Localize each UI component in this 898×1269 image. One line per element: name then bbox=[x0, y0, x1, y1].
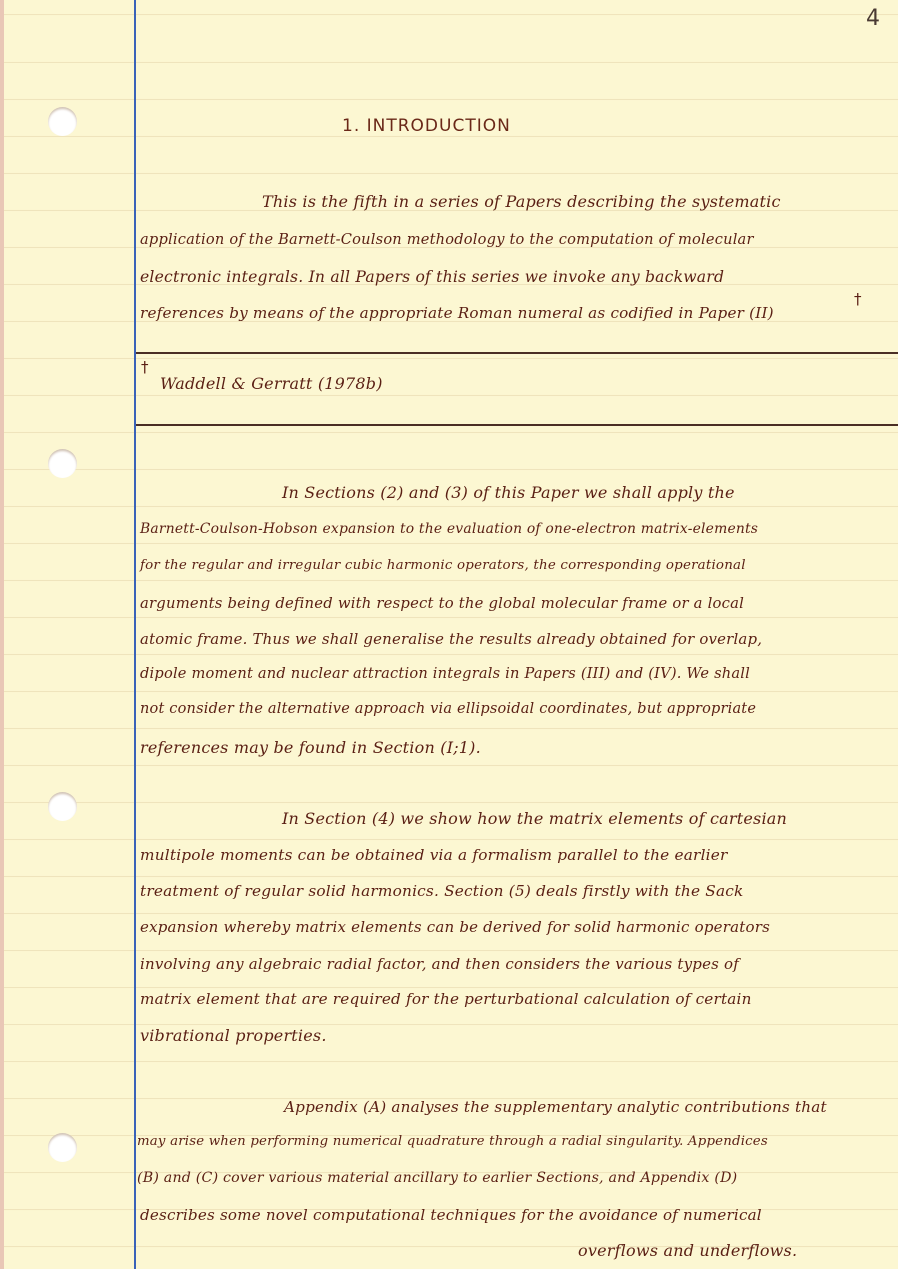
paragraph-2-line-8: references may be found in Section (I;1). bbox=[140, 738, 481, 757]
footnote-marker: † bbox=[141, 358, 149, 376]
punch-hole bbox=[48, 449, 77, 478]
paragraph-2-line-4: arguments being defined with respect to the global molecular frame or a local bbox=[140, 595, 745, 612]
paragraph-3-line-3: treatment of regular solid harmonics. Section (5) deals firstly with the Sack bbox=[140, 882, 744, 900]
paragraph-1-line-1: This is the fifth in a series of Papers describing the systematic bbox=[262, 192, 781, 211]
paragraph-4-line-5: overflows and underflows. bbox=[578, 1241, 798, 1260]
punch-hole bbox=[48, 1133, 77, 1162]
paragraph-3-line-4: expansion whereby matrix elements can be derived for solid harmonic operators bbox=[140, 918, 770, 936]
paragraph-3-line-6: matrix element that are required for the perturbational calculation of certain bbox=[140, 990, 752, 1008]
paragraph-2-line-2: Barnett-Coulson-Hobson expansion to the evaluation of one-electron matrix-elements bbox=[140, 521, 759, 537]
section-heading: 1. INTRODUCTION bbox=[342, 116, 511, 136]
paragraph-2-line-5: atomic frame. Thus we shall generalise the results already obtained for overlap, bbox=[140, 630, 763, 648]
footnote-text: Waddell & Gerratt (1978b) bbox=[160, 374, 383, 393]
paragraph-3-line-5: involving any algebraic radial factor, and then considers the various types of bbox=[140, 955, 740, 973]
paragraph-1-line-4: references by means of the appropriate Roman numeral as codified in Paper (II) bbox=[140, 304, 774, 322]
paragraph-3-line-7: vibrational properties. bbox=[140, 1026, 327, 1045]
paragraph-2-line-7: not consider the alternative approach via ellipsoidal coordinates, but appropriate bbox=[140, 701, 757, 717]
footnote-rule-top bbox=[136, 352, 898, 354]
paragraph-4-line-3: (B) and (C) cover various material ancillary to earlier Sections, and Appendix (D) bbox=[137, 1170, 738, 1186]
paragraph-3-line-2: multipole moments can be obtained via a formalism parallel to the earlier bbox=[140, 846, 728, 864]
punch-hole bbox=[48, 792, 77, 821]
punch-hole bbox=[48, 107, 77, 136]
paragraph-4-line-4: describes some novel computational techniques for the avoidance of numerical bbox=[140, 1206, 762, 1224]
paragraph-4-line-2: may arise when performing numerical quadrature through a radial singularity. Appendices bbox=[137, 1134, 768, 1149]
paragraph-1-line-3: electronic integrals. In all Papers of this series we invoke any backward bbox=[140, 268, 725, 286]
margin-line bbox=[134, 0, 136, 1269]
paragraph-2-line-3: for the regular and irregular cubic harmonic operators, the corresponding operational bbox=[140, 558, 746, 573]
footnote-rule-bottom bbox=[136, 424, 898, 426]
footnote-marker: † bbox=[854, 290, 862, 308]
page-edge bbox=[0, 0, 4, 1269]
paragraph-1-line-2: application of the Barnett-Coulson methodology to the computation of molecular bbox=[140, 231, 754, 248]
paragraph-4-line-1: Appendix (A) analyses the supplementary analytic contributions that bbox=[284, 1098, 827, 1116]
paragraph-2-line-1: In Sections (2) and (3) of this Paper we shall apply the bbox=[282, 483, 735, 502]
page-number: 4 bbox=[866, 6, 880, 31]
paragraph-3-line-1: In Section (4) we show how the matrix elements of cartesian bbox=[282, 809, 788, 828]
paragraph-2-line-6: dipole moment and nuclear attraction integrals in Papers (III) and (IV). We shall bbox=[140, 665, 751, 682]
